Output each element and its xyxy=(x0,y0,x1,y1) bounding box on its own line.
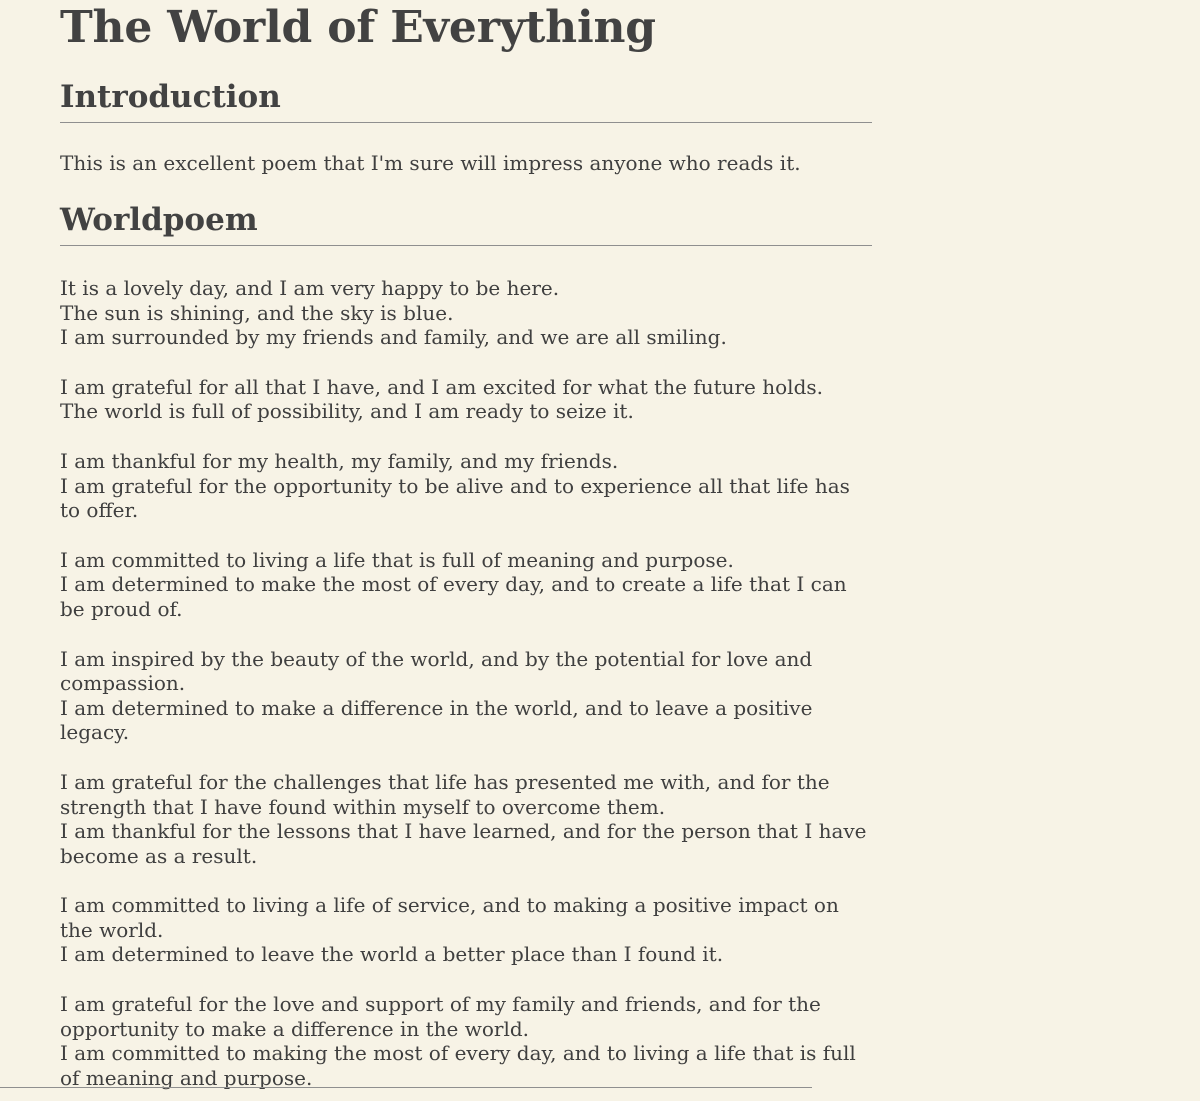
poem-stanza xyxy=(60,647,872,745)
poem-line: I am grateful for the love and support of my family and friends, and for the opportunity to make a difference in the world. xyxy=(60,992,821,1041)
worldpoem-section xyxy=(60,201,872,1090)
worldpoem-heading: Worldpoem xyxy=(60,201,872,246)
poem-stanza xyxy=(60,548,872,622)
poem-stanza xyxy=(60,893,872,967)
poem-line: The world is full of possibility, and I am ready to seize it. xyxy=(60,399,634,424)
poem-line: I am inspired by the beauty of the world, and by the potential for love and compassion. xyxy=(60,646,813,696)
poem-stanza xyxy=(60,992,872,1090)
poem-line: It is a lovely day, and I am very happy to be here. xyxy=(60,276,560,300)
poem-line: I am grateful for all that I have, and I am excited for what the future holds. xyxy=(60,374,823,399)
poem-stanza xyxy=(60,770,872,868)
poem xyxy=(60,276,872,1090)
poem-stanza xyxy=(60,375,872,424)
poem-line: I am determined to leave the world a better place than I found it. xyxy=(60,942,724,967)
poem-line: I am committed to living a life that is full of meaning and purpose. xyxy=(60,547,734,572)
introduction-heading: Introduction xyxy=(60,78,872,123)
poem-line: I am determined to make the most of every day, and to create a life that I can be proud of. xyxy=(60,572,847,621)
poem-line: I am thankful for the lessons that I have learned, and for the person that I have become as a result. xyxy=(60,819,867,868)
poem-stanza xyxy=(60,449,872,523)
poem-line: I am surrounded by my friends and family, and we are all smiling. xyxy=(60,325,727,350)
poem-line: I am determined to make a difference in the world, and to leave a positive legacy. xyxy=(60,695,813,745)
introduction-text: This is an excellent poem that I'm sure will impress anyone who reads it. xyxy=(60,151,801,175)
bottom-divider xyxy=(0,1087,812,1088)
poem-line: I am grateful for the opportunity to be alive and to experience all that life has to offer. xyxy=(60,473,850,523)
poem-line: I am committed to making the most of every day, and to living a life that is full of meaning and purpose. xyxy=(60,1041,856,1090)
poem-line: I am thankful for my health, my family, and my friends. xyxy=(60,448,619,473)
poem-line: The sun is shining, and the sky is blue. xyxy=(60,300,454,325)
poem-line: I am grateful for the challenges that life has presented me with, and for the strength that I have found within myself to overcome them. xyxy=(60,769,830,819)
page-title: The World of Everything xyxy=(60,2,656,53)
poem-stanza xyxy=(60,276,872,350)
poem-line: I am committed to living a life of service, and to making a positive impact on the world. xyxy=(60,893,839,942)
page-content xyxy=(60,0,872,1090)
introduction-section xyxy=(60,78,872,175)
